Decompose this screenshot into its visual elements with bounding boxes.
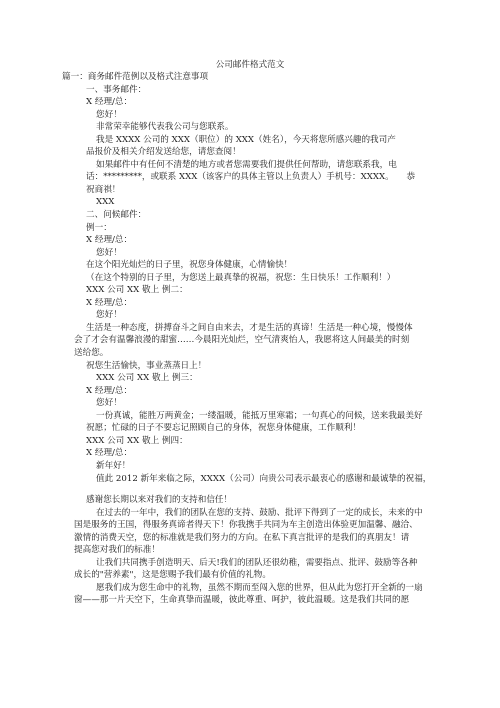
text-line: 会了才会有温馨浪漫的甜蜜……今晨阳光灿烂，空气清爽怡人，我愿将这人间最美的时刻 xyxy=(74,335,410,346)
text-line: 我是 XXXX 公司的 XXX（职位）的 XXX（姓名），今天将您所感兴趣的我司产 xyxy=(96,134,396,145)
text-line: 提高您对我们的标准！ xyxy=(74,545,160,556)
text-line: 非常荣幸能够代表我公司与您联系。 xyxy=(96,122,234,133)
text-line: 在过去的一年中，我们的团队在您的支持、鼓励、批评下得到了一定的成长，未来的中 xyxy=(96,507,423,518)
paragraph-gap xyxy=(62,485,452,494)
text-line: 篇一：商务邮件范例以及格式注意事项 xyxy=(62,72,209,82)
text-line: 窗——那一片天空下，生命真挚而温暖，彼此尊重、呵护，彼此温暖。这是我们共同的愿 xyxy=(74,595,410,606)
paragraph-block-bottom xyxy=(62,494,452,607)
text-line: 送给您。 xyxy=(74,348,109,359)
text-line: 如果邮件中有任何不清楚的地方或者您需要我们提供任何帮助，请您联系我，电 xyxy=(96,159,397,170)
document-body xyxy=(0,71,500,607)
text-line: 例一： xyxy=(86,222,112,233)
text-line: 您好！ xyxy=(96,247,122,258)
text-line: 品报价及相关介绍发送给您，请您查阅！ xyxy=(86,147,241,158)
text-line: 您好！ xyxy=(96,310,122,321)
text-line: （在这个特别的日子里，为您送上最真挚的祝福，祝您：生日快乐！工作顺利！） xyxy=(86,272,396,283)
text-line: 新年好！ xyxy=(96,460,131,471)
text-line: 祝您生活愉快，事业蒸蒸日上！ xyxy=(86,360,207,371)
text-line: XXX xyxy=(96,197,115,208)
text-line: XXX 公司 XX 敬上 例四： xyxy=(86,435,188,446)
text-line: X 经理/总： xyxy=(86,297,133,308)
text-line: 二、问候邮件： xyxy=(86,210,147,221)
text-line: 您好！ xyxy=(96,398,122,409)
text-line: 值此 2012 新年来临之际，XXXX（公司）向贵公司表示最衷心的感谢和最诚挚的祝福， xyxy=(96,473,432,484)
text-line: X 经理/总： xyxy=(86,448,133,459)
paragraph-block-top xyxy=(62,71,452,485)
text-line: 祝商祺！ xyxy=(86,184,121,195)
text-line: X 经理/总： xyxy=(86,235,133,246)
text-line: 话：*********，或联系 XXX（该客户的具体主管以上负责人）手机号：XXXX。 恭 xyxy=(86,172,416,183)
text-line: 国是服务的王国，得服务真谛者得天下！你我携手共同为车主创造出体验更加温馨、融洽、 xyxy=(74,520,418,531)
text-line: 愿我们成为您生命中的礼物，虽然不期而至闯入您的世界，但从此为您打开全新的一扇 xyxy=(96,582,423,593)
text-line: XXX 公司 XX 敬上 例三： xyxy=(96,373,198,384)
text-line: 祝愿；忙碌的日子不要忘记照顾自己的身体，祝您身体健康，工作顺利！ xyxy=(86,423,362,434)
text-line: 您好！ xyxy=(96,109,122,120)
text-line: 生活是一种态度，拼搏奋斗之间自由来去，才是生活的真谛！生活是一种心境，慢慢体 xyxy=(86,322,413,333)
text-line: 激情的消费天空，您的标准就是我们努力的方向。在私下真言批评的是我们的真朋友！请 xyxy=(74,532,410,543)
text-line: 一、事务邮件： xyxy=(86,84,147,95)
document-title: 公司邮件格式范文 xyxy=(215,60,285,70)
text-line: 一份真诚，能胜万两黄金；一缕温暖，能抵万里寒霜；一句真心的问候，送来我最美好 xyxy=(96,410,423,421)
text-line: 让我们共同携手创造明天、后天!我们的团队还很幼稚，需要指点、批评、鼓励等各种 xyxy=(96,557,418,568)
text-line: 感谢您长期以来对我们的支持和信任！ xyxy=(86,495,233,506)
text-line: 在这个阳光灿烂的日子里，祝您身体健康，心情愉快！ xyxy=(86,260,293,271)
text-line: X 经理/总： xyxy=(86,385,133,396)
text-line: X 经理/总： xyxy=(86,97,133,108)
text-line: 成长的"营养素"，这是您赐予我们最有价值的礼物。 xyxy=(74,570,271,581)
text-line: XXX 公司 XX 敬上 例二： xyxy=(86,285,188,296)
